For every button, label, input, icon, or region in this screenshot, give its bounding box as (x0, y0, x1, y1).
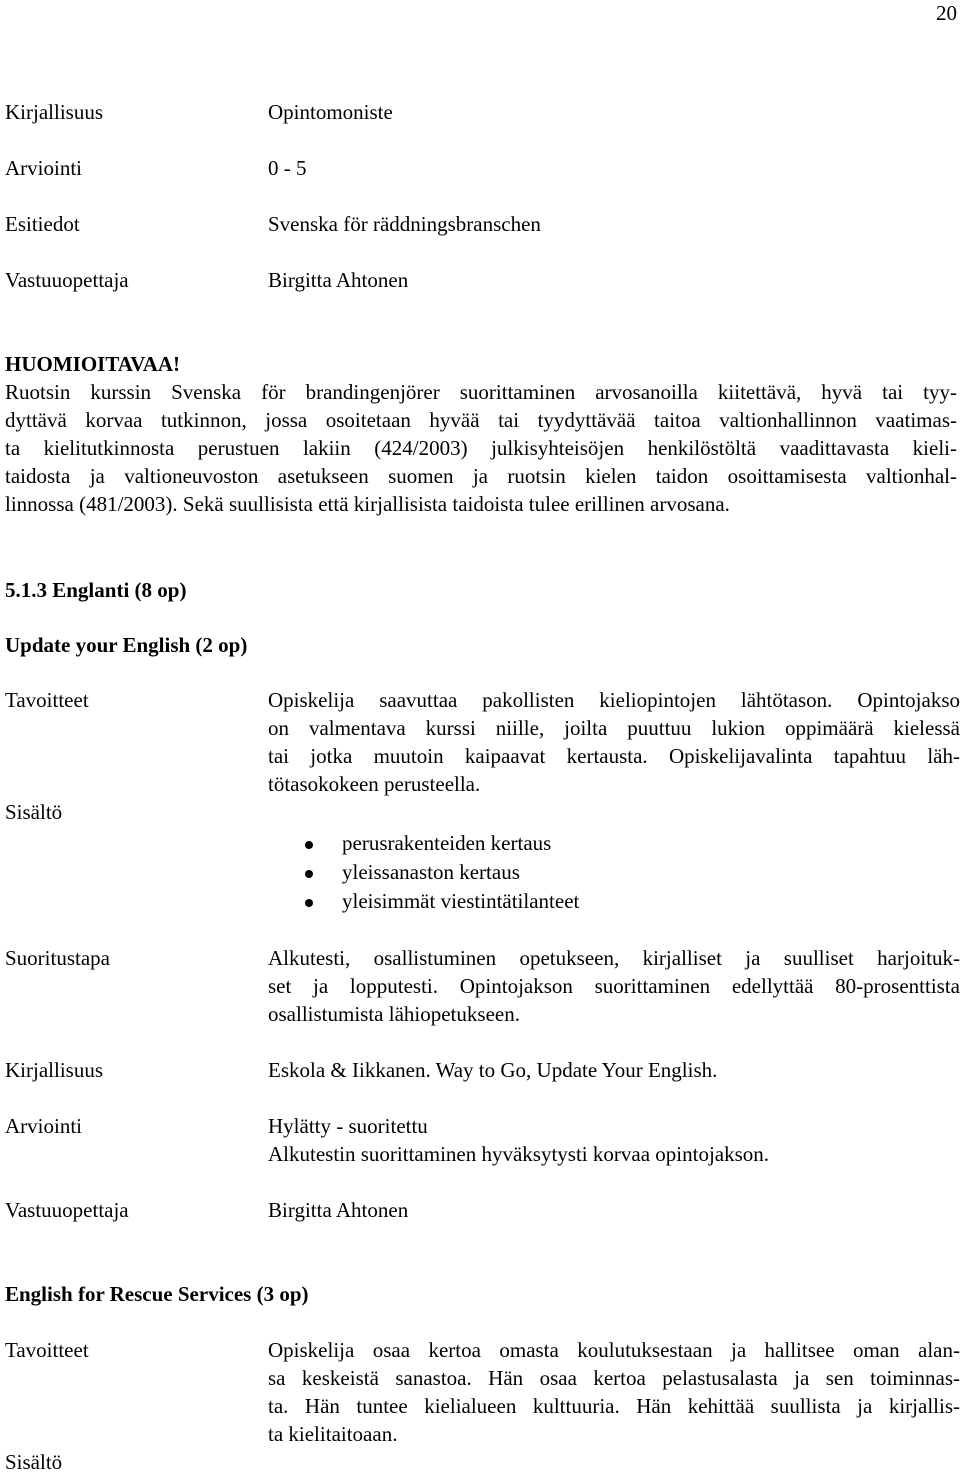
tavoitteet-line: on valmentava kurssi niille, joilta puuttuu lukion oppimäärä kielessä (268, 716, 960, 740)
intro-value-esitiedot: Svenska för räddningsbranschen (268, 212, 541, 236)
notice-line: Ruotsin kurssin Svenska för brandingenjörer suorittaminen arvosanoilla kiitettävä, hyvä tai tyy- (5, 380, 957, 404)
arviointi-label: Arviointi (5, 1114, 82, 1138)
intro-label-esitiedot: Esitiedot (5, 212, 80, 236)
tavoitteet-line: Opiskelija osaa kertoa omasta koulutuksestaan ja hallitsee oman alan- (268, 1338, 960, 1362)
sisalto-label: Sisältö (5, 800, 63, 824)
sisalto-item: perusrakenteiden kertaus (342, 831, 552, 855)
intro-label-kirjallisuus: Kirjallisuus (5, 100, 103, 124)
sisalto-label: Sisältö (5, 1450, 63, 1474)
tavoitteet-label: Tavoitteet (5, 688, 89, 712)
tavoitteet-line: tötasokokeen perusteella. (268, 772, 481, 796)
course-title: English for Rescue Services (3 op) (5, 1282, 309, 1306)
suoritustapa-label: Suoritustapa (5, 946, 110, 970)
arviointi-line: Hylätty - suoritettu (268, 1114, 428, 1138)
notice-line: taidosta ja valtioneuvoston asetukseen suomen ja ruotsin kielen taidon osoittamisesta valtionhal- (5, 464, 957, 488)
tavoitteet-line: ta. Hän tuntee kielialueen kulttuuria. Hän kehittää suullista ja kirjallis- (268, 1394, 960, 1418)
sisalto-item: yleissanaston kertaus (342, 860, 520, 884)
kirjallisuus-value: Eskola & Iikkanen. Way to Go, Update Your English. (268, 1058, 718, 1082)
notice-line: linnossa (481/2003). Sekä suullisista että kirjallisista taidoista tulee erillinen arvosana. (5, 492, 730, 516)
tavoitteet-line: tai jotka muutoin kaipaavat kertausta. Opiskelijavalinta tapahtuu läh- (268, 744, 960, 768)
intro-value-vastuuopettaja: Birgitta Ahtonen (268, 268, 409, 292)
section-heading: 5.1.3 Englanti (8 op) (5, 578, 187, 602)
bullet-icon (305, 841, 313, 849)
suoritustapa-line: osallistumista lähiopetukseen. (268, 1002, 520, 1026)
tavoitteet-line: sa keskeistä sanastoa. Hän osaa kertoa pelastusalasta ja sen toiminnas- (268, 1366, 960, 1390)
tavoitteet-label: Tavoitteet (5, 1338, 89, 1362)
suoritustapa-line: set ja lopputesti. Opintojakson suorittaminen edellyttää 80-prosenttista (268, 974, 960, 998)
bullet-icon (305, 899, 313, 907)
intro-value-kirjallisuus: Opintomoniste (268, 100, 393, 124)
page-number: 20 (936, 1, 957, 25)
vastuuopettaja-value: Birgitta Ahtonen (268, 1198, 409, 1222)
tavoitteet-line: Opiskelija saavuttaa pakollisten kieliopintojen lähtötason. Opintojakso (268, 688, 960, 712)
vastuuopettaja-label: Vastuuopettaja (5, 1198, 129, 1222)
intro-value-arviointi: 0 - 5 (268, 156, 307, 180)
intro-label-arviointi: Arviointi (5, 156, 82, 180)
notice-line: ta kielitutkinnosta perustuen lakiin (424/2003) julkisyhteisöjen henkilöstöltä vaadittavasta kieli- (5, 436, 957, 460)
arviointi-line: Alkutestin suorittaminen hyväksytysti korvaa opintojakson. (268, 1142, 770, 1166)
kirjallisuus-label: Kirjallisuus (5, 1058, 103, 1082)
tavoitteet-line: ta kielitaitoaan. (268, 1422, 398, 1446)
suoritustapa-line: Alkutesti, osallistuminen opetukseen, kirjalliset ja suulliset harjoituk- (268, 946, 960, 970)
bullet-icon (305, 870, 313, 878)
sisalto-item: yleisimmät viestintätilanteet (342, 889, 580, 913)
intro-label-vastuuopettaja: Vastuuopettaja (5, 268, 129, 292)
course-title: Update your English (2 op) (5, 633, 248, 657)
notice-line: dyttävä korvaa tutkinnon, jossa osoitetaan hyvää tai tyydyttävää taitoa valtionhallinnon vaatimas- (5, 408, 957, 432)
notice-title: HUOMIOITAVAA! (5, 352, 181, 376)
